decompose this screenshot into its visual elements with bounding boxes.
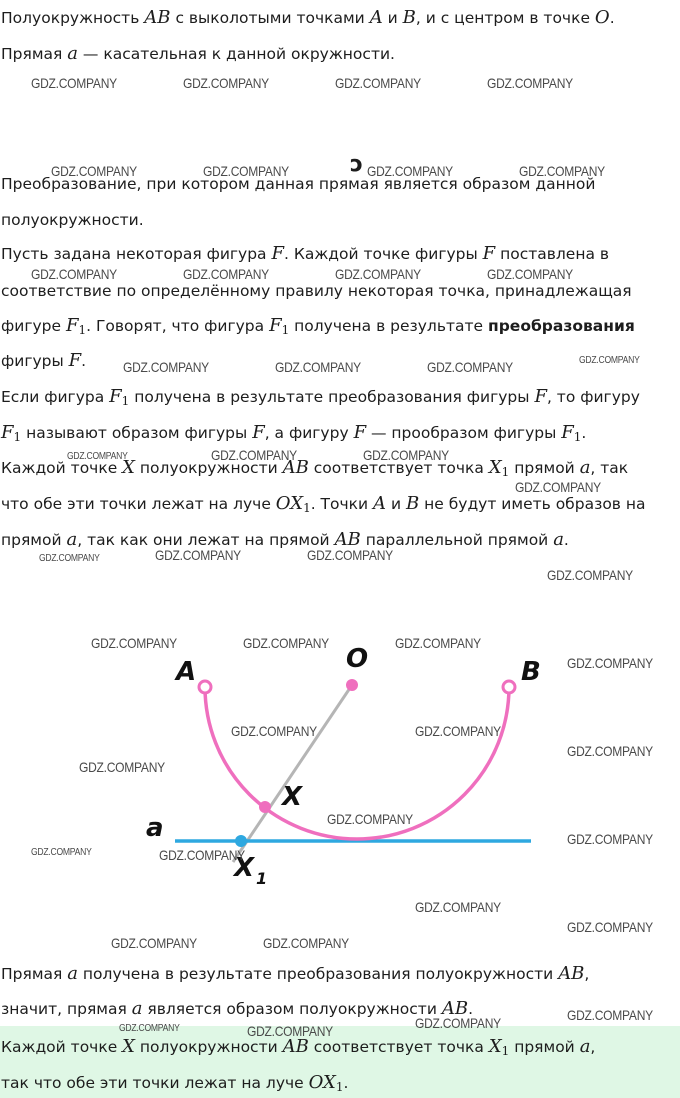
label-x1: X xyxy=(234,853,255,883)
watermark: GDZ.COMPANY xyxy=(567,655,653,671)
label-x1-sub: 1 xyxy=(256,869,268,888)
stray-glyph: ͻ xyxy=(350,152,364,177)
label-a: A xyxy=(176,657,197,687)
point-x1 xyxy=(235,835,247,847)
ray-ox1 xyxy=(233,685,352,862)
watermark: GDZ.COMPANY xyxy=(31,266,117,282)
text-line: Прямая a получена в результате преобразования полуокружности AB, xyxy=(1,963,590,984)
watermark: GDZ.COMPANY xyxy=(367,163,453,179)
text-line: значит, прямая a является образом полуокружности AB. xyxy=(1,998,474,1019)
watermark: GDZ.COMPANY xyxy=(567,831,653,847)
watermark: GDZ.COMPANY xyxy=(547,567,633,583)
point-a-open xyxy=(199,681,211,693)
watermark: GDZ.COMPANY xyxy=(39,553,100,564)
watermark: GDZ.COMPANY xyxy=(155,547,241,563)
point-x xyxy=(259,801,271,813)
watermark: GDZ.COMPANY xyxy=(231,723,317,739)
watermark: GDZ.COMPANY xyxy=(363,447,449,463)
text-line: прямой a, так как они лежат на прямой AB параллельной прямой a. xyxy=(1,529,569,550)
watermark: GDZ.COMPANY xyxy=(123,359,209,375)
watermark: GDZ.COMPANY xyxy=(211,447,297,463)
watermark: GDZ.COMPANY xyxy=(51,163,137,179)
watermark: GDZ.COMPANY xyxy=(487,266,573,282)
watermark: GDZ.COMPANY xyxy=(67,451,128,462)
label-line-a: a xyxy=(146,813,164,843)
text-line: фигуры F. xyxy=(1,350,87,371)
watermark: GDZ.COMPANY xyxy=(159,847,245,863)
watermark: GDZ.COMPANY xyxy=(79,759,165,775)
text-line: $F_1$ называют образом фигуры F, а фигуру F — прообразом фигуры $F_1$. xyxy=(1,422,587,444)
watermark: GDZ.COMPANY xyxy=(567,919,653,935)
watermark: GDZ.COMPANY xyxy=(579,355,640,366)
text-line: соответствие по определённому правилу некоторая точка, принадлежащая xyxy=(1,282,632,300)
text-line: Прямая a — касательная к данной окружности. xyxy=(1,43,395,64)
watermark: GDZ.COMPANY xyxy=(519,163,605,179)
watermark: GDZ.COMPANY xyxy=(243,635,329,651)
watermark: GDZ.COMPANY xyxy=(567,1007,653,1023)
text-line: Полуокружность AB с выколотыми точками A и B, и с центром в точке O. xyxy=(1,7,615,28)
watermark: GDZ.COMPANY xyxy=(335,75,421,91)
text-line: фигуре $F_1$. Говорят, что фигура $F_1$ получена в результате преобразования xyxy=(1,315,635,337)
watermark: GDZ.COMPANY xyxy=(31,75,117,91)
watermark: GDZ.COMPANY xyxy=(515,479,601,495)
label-x: X xyxy=(282,782,303,812)
watermark: GDZ.COMPANY xyxy=(91,635,177,651)
watermark: GDZ.COMPANY xyxy=(183,75,269,91)
label-o: O xyxy=(346,644,369,674)
watermark: GDZ.COMPANY xyxy=(263,935,349,951)
watermark: GDZ.COMPANY xyxy=(415,723,501,739)
watermark: GDZ.COMPANY xyxy=(203,163,289,179)
watermark: GDZ.COMPANY xyxy=(415,899,501,915)
watermark: GDZ.COMPANY xyxy=(327,811,413,827)
watermark: GDZ.COMPANY xyxy=(183,266,269,282)
answer-line: так что обе эти точки лежат на луче $OX_1$. xyxy=(1,1072,349,1094)
point-o xyxy=(346,679,358,691)
watermark: GDZ.COMPANY xyxy=(31,847,92,858)
watermark: GDZ.COMPANY xyxy=(427,359,513,375)
watermark: GDZ.COMPANY xyxy=(487,75,573,91)
text-line: Пусть задана некоторая фигура F. Каждой точке фигуры F поставлена в xyxy=(1,243,610,264)
point-b-open xyxy=(503,681,515,693)
label-b: B xyxy=(521,657,541,687)
watermark: GDZ.COMPANY xyxy=(395,635,481,651)
text-line: полуокружности. xyxy=(1,211,144,229)
watermark: GDZ.COMPANY xyxy=(567,743,653,759)
text-line: Если фигура $F_1$ получена в результате преобразования фигуры F, то фигуру xyxy=(1,386,640,408)
watermark: GDZ.COMPANY xyxy=(111,935,197,951)
watermark: GDZ.COMPANY xyxy=(307,547,393,563)
watermark: GDZ.COMPANY xyxy=(415,1015,501,1031)
text-line: Преобразование, при котором данная прямая является образом данной xyxy=(1,175,596,193)
watermark: GDZ.COMPANY xyxy=(275,359,361,375)
watermark: GDZ.COMPANY xyxy=(119,1023,180,1034)
text-line: Каждой точке X полуокружности AB соответствует точка $X_1$ прямой a, так xyxy=(1,457,629,479)
text-line: что обе эти точки лежат на луче $OX_1$. Точки A и B не будут иметь образов на xyxy=(1,493,646,515)
watermark: GDZ.COMPANY xyxy=(247,1023,333,1039)
watermark: GDZ.COMPANY xyxy=(335,266,421,282)
answer-line: Каждой точке X полуокружности AB соответствует точка $X_1$ прямой a, xyxy=(1,1036,596,1058)
